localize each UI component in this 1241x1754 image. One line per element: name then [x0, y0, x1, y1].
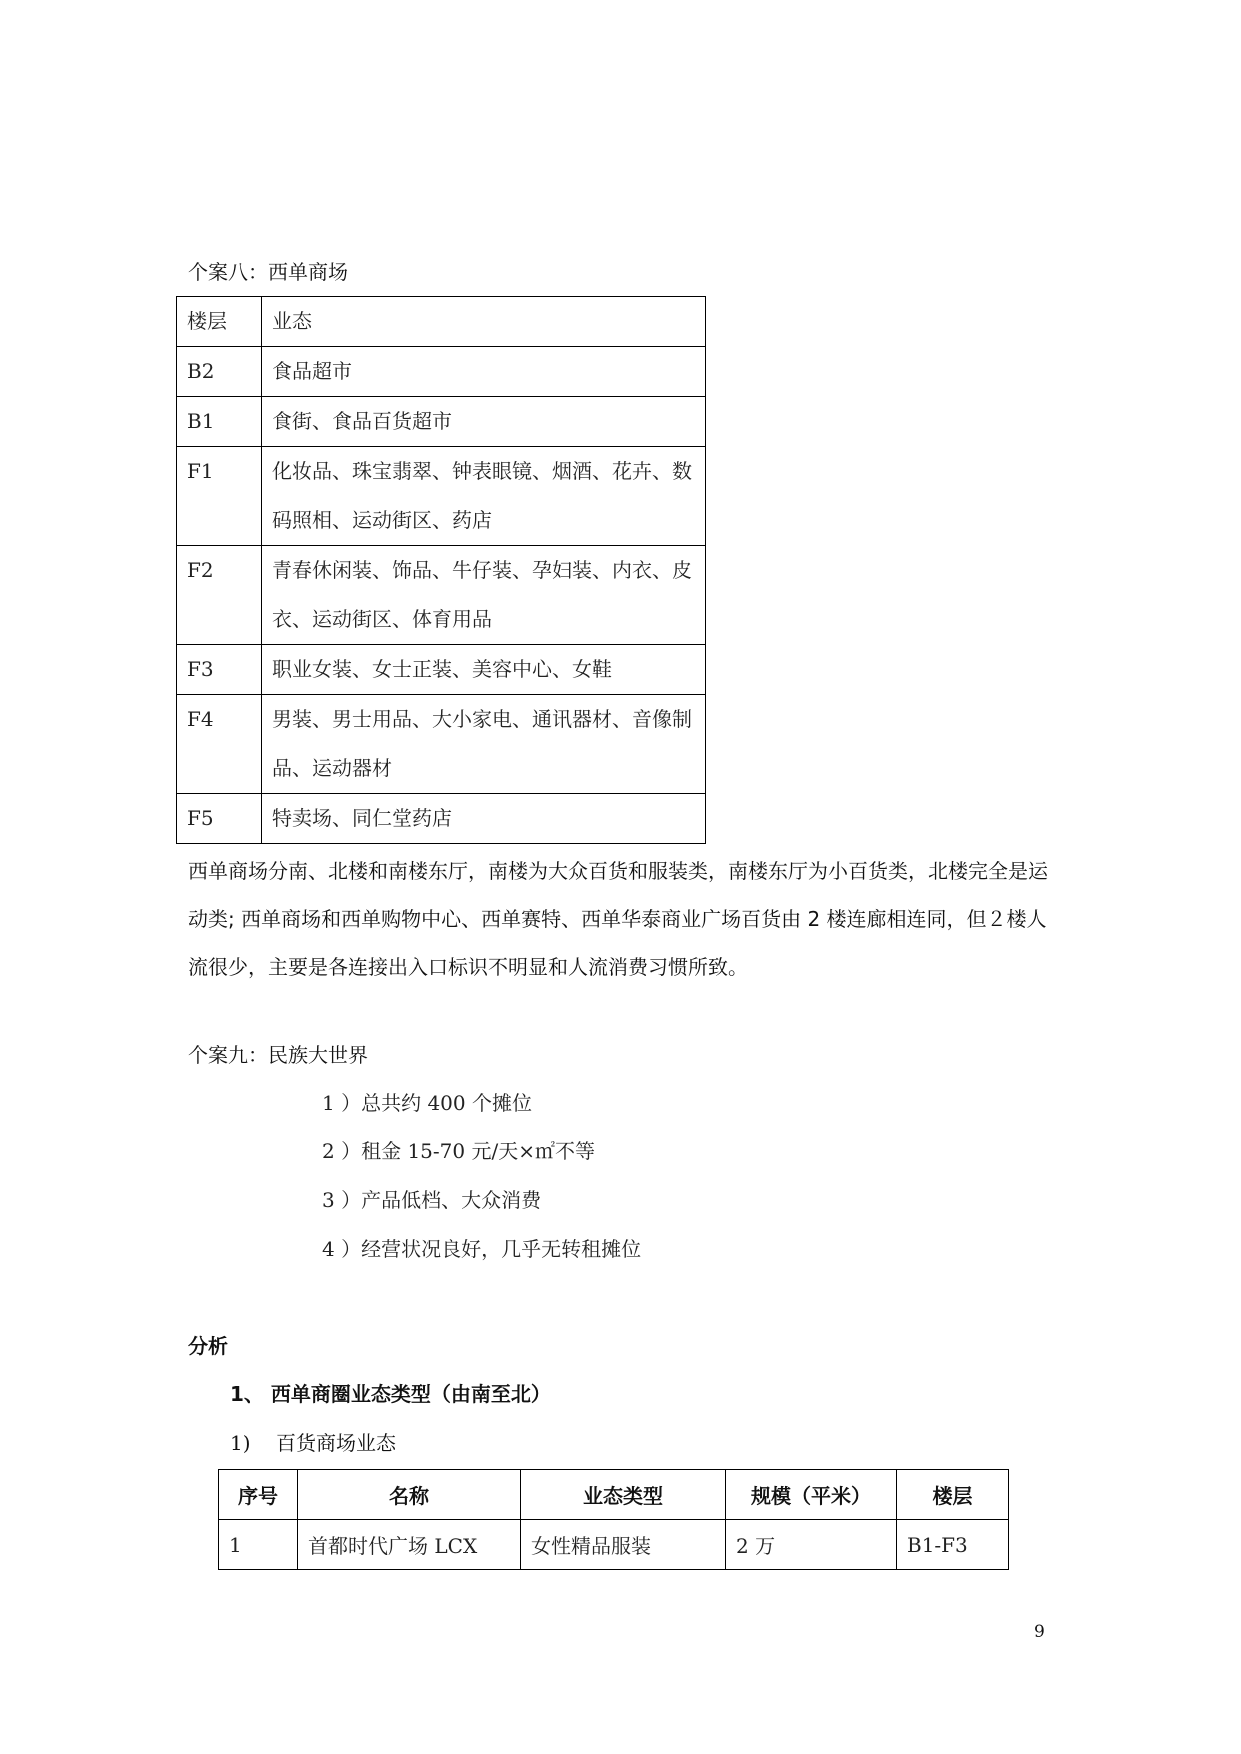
header-floor: 楼层 — [897, 1470, 1009, 1520]
header-name: 名称 — [298, 1470, 521, 1520]
header-scale: 规模（平米） — [726, 1470, 897, 1520]
floor-cell: F4 — [177, 695, 262, 794]
list-item: 1 ）总共约 400 个摊位 — [322, 1091, 532, 1115]
department-store-table — [218, 1469, 1009, 1570]
analysis-heading: 分析 — [188, 1334, 228, 1358]
floor-cell: B2 — [177, 347, 262, 397]
table-row — [177, 645, 706, 695]
business-cell: 食街、食品百货超市 — [262, 397, 706, 447]
table-header-row — [177, 297, 706, 347]
business-cell: 青春休闲装、饰品、牛仔装、孕妇装、内衣、皮衣、运动街区、体育用品 — [262, 546, 706, 645]
floor-cell: B1 — [177, 397, 262, 447]
table-header-row — [219, 1470, 1009, 1520]
list-item: 3 ）产品低档、大众消费 — [322, 1188, 542, 1212]
section-heading: 1、 西单商圈业态类型（由南至北） — [230, 1382, 551, 1406]
floor-cell: F2 — [177, 546, 262, 645]
table-row — [177, 397, 706, 447]
table-row — [177, 447, 706, 546]
business-cell: 男装、男士用品、大小家电、通讯器材、音像制品、运动器材 — [262, 695, 706, 794]
case9-title: 个案九：民族大世界 — [188, 1043, 368, 1067]
header-type: 业态类型 — [521, 1470, 726, 1520]
cell-floor: B1-F3 — [897, 1520, 1009, 1570]
case8-summary: 西单商场分南、北楼和南楼东厅，南楼为大众百货和服装类，南楼东厅为小百货类，北楼完全是运动类; 西单商场和西单购物中心、西单赛特、西单华泰商业广场百货由 2 楼连廊相连同，但２楼人流很少，主要是各连接出入口标识不明显和人流消费习惯所致。 — [188, 859, 1048, 979]
floor-cell: F1 — [177, 447, 262, 546]
floor-cell: F3 — [177, 645, 262, 695]
table-row — [177, 695, 706, 794]
cell-name: 首都时代广场 LCX — [298, 1520, 521, 1570]
header-business: 业态 — [262, 297, 706, 347]
cell-index: 1 — [219, 1520, 298, 1570]
cell-type: 女性精品服装 — [521, 1520, 726, 1570]
header-floor: 楼层 — [177, 297, 262, 347]
table-row — [177, 794, 706, 844]
list-item: 4 ）经营状况良好，几乎无转租摊位 — [322, 1237, 642, 1261]
case8-title: 个案八：西单商场 — [188, 260, 348, 284]
page-number: 9 — [1034, 1622, 1045, 1642]
subsection-heading: 1) 百货商场业态 — [230, 1431, 396, 1455]
floor-business-table — [176, 296, 706, 844]
header-index: 序号 — [219, 1470, 298, 1520]
floor-cell: F5 — [177, 794, 262, 844]
list-item: 2 ）租金 15-70 元/天×㎡不等 — [322, 1139, 595, 1163]
business-cell: 特卖场、同仁堂药店 — [262, 794, 706, 844]
business-cell: 职业女装、女士正装、美容中心、女鞋 — [262, 645, 706, 695]
table-row — [177, 347, 706, 397]
table-row — [219, 1520, 1009, 1570]
cell-scale: 2 万 — [726, 1520, 897, 1570]
table-row — [177, 546, 706, 645]
business-cell: 化妆品、珠宝翡翠、钟表眼镜、烟酒、花卉、数码照相、运动街区、药店 — [262, 447, 706, 546]
business-cell: 食品超市 — [262, 347, 706, 397]
